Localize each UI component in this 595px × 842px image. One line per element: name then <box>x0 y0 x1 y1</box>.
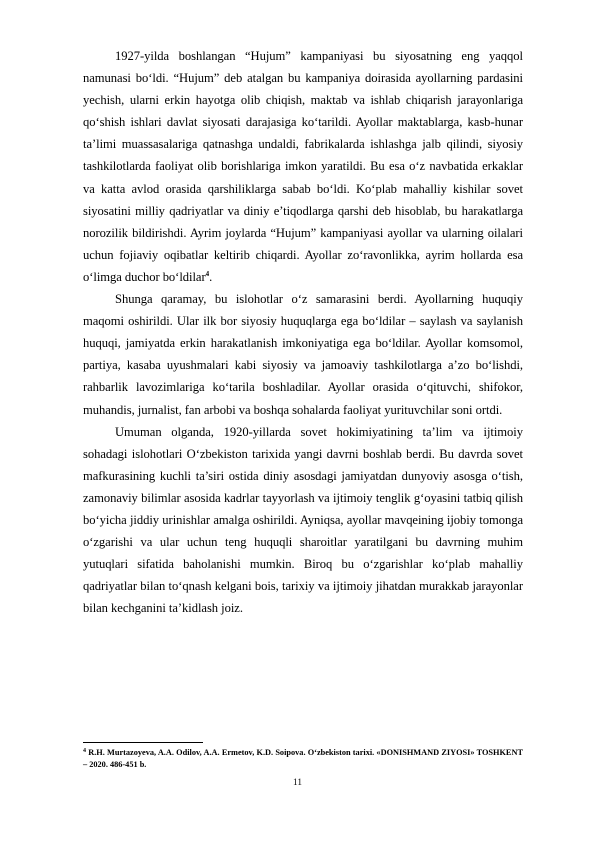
page-number: 11 <box>293 778 302 788</box>
footnote-reference[interactable]: 4 <box>205 269 210 278</box>
footnote-text: R.H. Murtazoyeva, A.A. Odilov, A.A. Ermetov, K.D. Soipova. O‘zbekiston tarixi. «DONISHMAND ZIYOSI» TOSHKENT – 2020. 486-451 b. <box>83 748 523 769</box>
paragraph-1 <box>83 45 523 288</box>
paragraph-2 <box>83 288 523 421</box>
paragraph-3-text: Umuman olganda, 1920-yillarda sovet hokimiyatining ta’lim va ijtimoiy sohadagi islohotlari O‘zbekiston tarixida yangi davrni boshlab berdi. Bu davrda sovet mafkurasining kuchli ta’siri ostida diniy asosdagi jamiyatdan dunyoviy asosga o‘tish, zamonaviy bilimlar asosida kadrlar tayyorlash va ijtimoiy tenglik g‘oyasini tatbiq qilish bo‘yicha jiddiy urinishlar amalga oshirildi. Ayniqsa, ayollar mavqeining ijobiy tomonga o‘zgarishi va ular uchun teng huquqli sharoitlar yaratilgani bu davrning muhim yutuqlari sifatida baholanishi mumkin. Biroq bu o‘zgarishlar ko‘plab mahalliy qadriyatlar bilan to‘qnash kelgani bois, tarixiy va ijtimoiy jihatdan murakkab jarayonlar bilan kechganini ta’kidlash joiz. <box>83 424 523 616</box>
paragraph-3 <box>83 421 523 620</box>
page-body <box>83 45 523 619</box>
footnote-number: 4 <box>83 748 86 754</box>
footnote-separator <box>83 742 203 743</box>
footnote <box>83 747 523 771</box>
paragraph-1-suffix: . <box>209 269 213 284</box>
paragraph-2-text: Shunga qaramay, bu islohotlar o‘z samarasini berdi. Ayollarning huquqiy maqomi oshirildi. Ular ilk bor siyosiy huquqlarga ega bo‘ldilar – saylash va saylanish huquqi, jamiyatda erkin harakatlanish imkoniyatiga ega bo‘ldilar. Ayollar komsomol, partiya, kasaba uyushmalari kabi siyosiy va jamoaviy tashkilotlarga a’zo bo‘lishdi, rahbarlik lavozimlariga ko‘tarila boshladilar. Ayollar orasida o‘qituvchi, shifokor, muhandis, jurnalist, fan arbobi va boshqa sohalarda faoliyat yurituvchilar soni ortdi. <box>83 292 523 417</box>
paragraph-1-text: 1927-yilda boshlangan “Hujum” kampaniyasi bu siyosatning eng yaqqol namunasi bo‘ldi. “Hujum” deb atalgan bu kampaniya doirasida ayollarning pardasini yechish, ularni erkin hayotga olib chiqish, maktab va ishlab chiqarish jarayonlariga qo‘shish ishlari davlat siyosati darajasiga ko‘tarildi. Ayollar maktablarga, kasb-hunar ta’limi muassasalariga qatnashga undaldi, fabrikalarda ishlashga jalb qilindi, siyosiy tashkilotlarda faoliyat olib borishlariga imkon yaratildi. Bu esa o‘z navbatida erkaklar va katta avlod orasida qarshiliklarga sabab bo‘ldi. Ko‘plab mahalliy kishilar sovet siyosatini milliy qadriyatlar va diniy e’tiqodlarga qarshi deb hisoblab, bu harakatlarga norozilik bildirishdi. Ayrim joylarda “Hujum” kampaniyasi ayollar va ularning oilalari uchun fojiaviy oqibatlar keltirib chiqardi. Ayollar zo‘ravonlikka, ayrim hollarda esa o‘limga duchor bo‘ldilar <box>83 49 523 284</box>
